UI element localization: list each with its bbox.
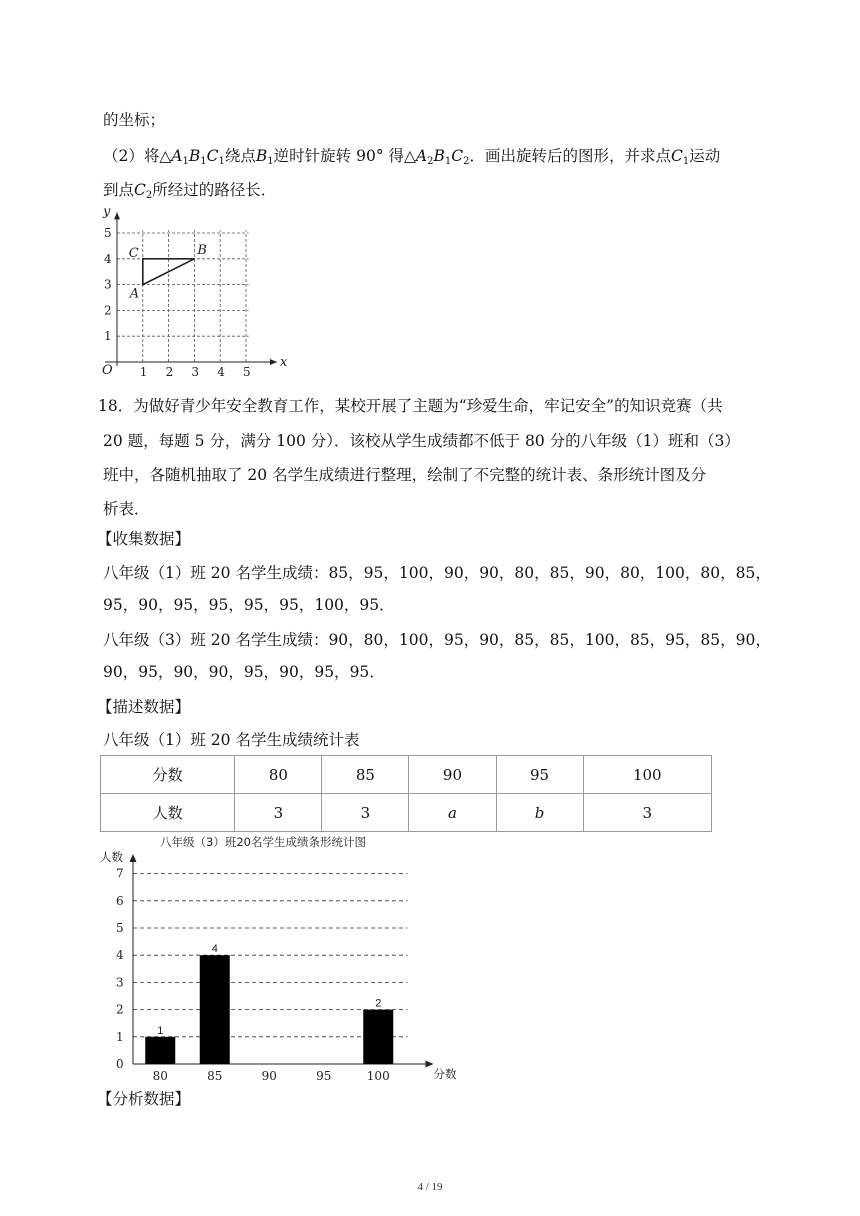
math-sub: 1 xyxy=(267,156,274,167)
text-segment: （2）将△ xyxy=(103,147,172,165)
math-sub: 1 xyxy=(218,156,225,167)
math-sub: 2 xyxy=(145,190,153,201)
y-axis-label: 人数 xyxy=(100,850,123,864)
y-tick-label: 2 xyxy=(104,303,112,318)
text-segment: 的坐标； xyxy=(103,111,166,129)
bar xyxy=(200,955,230,1064)
y-tick-label: 5 xyxy=(104,226,112,240)
text-segment: 90，95，90，90，95，90，95，95． xyxy=(103,663,385,681)
y-tick-label: 3 xyxy=(116,975,124,990)
section-heading: 【收集数据】 xyxy=(97,530,191,548)
y-tick-label: 5 xyxy=(116,921,124,935)
bar-value-label: 1 xyxy=(157,1024,164,1037)
table-cell: 90 xyxy=(409,756,496,794)
table-cell: 3 xyxy=(235,794,322,832)
y-tick-label: 4 xyxy=(104,251,112,266)
x-tick-label: 95 xyxy=(316,1069,332,1083)
point-label-c: C xyxy=(128,245,139,261)
x-axis-arrow xyxy=(426,1061,434,1068)
table-cell: b xyxy=(496,794,583,832)
x-tick-label: 4 xyxy=(217,365,225,379)
text-segment: 班中，各随机抽取了 20 名学生成绩进行整理，绘制了不完整的统计表、条形统计图及分 xyxy=(103,466,707,484)
x-axis-label: 分数 xyxy=(433,1067,457,1081)
bar xyxy=(363,1010,393,1064)
bar-value-label: 2 xyxy=(375,997,382,1010)
page-number: 4 / 19 xyxy=(417,1181,443,1193)
x-tick-label: 2 xyxy=(165,365,174,379)
table-cell: 100 xyxy=(583,756,711,794)
math-sub: 1 xyxy=(444,156,452,167)
math-var: C xyxy=(451,147,464,165)
point-label-a: A xyxy=(129,286,140,302)
text-segment: 逆时针旋转 90° 得△ xyxy=(273,147,416,165)
math-sub: 2 xyxy=(427,156,434,167)
y-tick-label: 2 xyxy=(116,1002,124,1017)
y-tick-label: 7 xyxy=(116,866,124,881)
origin-label: O xyxy=(102,363,113,378)
text-segment: 析表． xyxy=(103,500,150,518)
math-var: C xyxy=(134,181,146,199)
math-var: C xyxy=(671,147,683,165)
x-tick-label: 1 xyxy=(139,365,148,379)
y-axis-label: y xyxy=(103,204,111,220)
math-sub: 1 xyxy=(682,156,690,167)
text-segment: 18．为做好青少年安全教育工作，某校开展了主题为“珍爱生命，牢记安全”的知识竞赛（共 xyxy=(98,397,723,415)
y-tick-label: 4 xyxy=(116,948,124,963)
text-segment: 绕点 xyxy=(224,147,256,165)
section-heading: 【分析数据】 xyxy=(97,1090,191,1108)
table-cell: 95 xyxy=(496,756,583,794)
table-cell: 分数 xyxy=(101,756,235,794)
x-tick-label: 85 xyxy=(207,1069,223,1083)
section-heading: 【描述数据】 xyxy=(97,698,191,716)
text-segment: 到点 xyxy=(103,181,135,199)
math-var: B xyxy=(188,147,201,165)
y-tick-label: 3 xyxy=(104,277,112,292)
table-cell: 人数 xyxy=(101,794,235,832)
table-cell: 85 xyxy=(322,756,409,794)
text-segment: 运动 xyxy=(689,147,721,165)
table-cell: a xyxy=(409,794,496,832)
bar xyxy=(145,1037,175,1064)
x-tick-label: 5 xyxy=(243,365,251,379)
y-axis-arrow xyxy=(130,854,137,862)
text-segment: 八年级（3）班 20 名学生成绩：90，80，100，95，90，85，85，100，85，95，85，90， xyxy=(103,631,771,649)
text-segment: 八年级（1）班 20 名学生成绩：85，95，100，90，90，80，85，90，80，100，80，85， xyxy=(103,564,771,582)
math-var: B xyxy=(255,147,268,165)
text-segment: ．画出旋转后的图形，并求点 xyxy=(469,147,672,165)
bar-value-label: 4 xyxy=(211,943,218,956)
chart-title: 八年级（3）班20名学生成绩条形统计图 xyxy=(160,835,366,849)
math-sub: 1 xyxy=(200,156,207,167)
table-cell: 3 xyxy=(322,794,409,832)
math-sub: 2 xyxy=(463,156,470,167)
y-tick-label: 1 xyxy=(104,329,112,344)
point-label-b: B xyxy=(197,242,207,258)
math-var: A xyxy=(171,147,183,165)
y-tick-label: 6 xyxy=(116,893,124,908)
section-analyze xyxy=(97,1089,190,1109)
y-tick-label: 0 xyxy=(116,1057,124,1071)
x-tick-label: 3 xyxy=(191,365,200,379)
text-segment: 八年级（1）班 20 名学生成绩统计表 xyxy=(103,731,360,749)
y-tick-label: 1 xyxy=(116,1029,124,1044)
x-tick-label: 90 xyxy=(261,1069,277,1083)
math-var: A xyxy=(415,147,428,165)
x-tick-label: 80 xyxy=(152,1069,168,1083)
x-tick-label: 100 xyxy=(366,1069,390,1083)
table-cell: 80 xyxy=(235,756,322,794)
math-var: C xyxy=(206,147,219,165)
text-segment: 20 题，每题 5 分，满分 100 分）．该校从学生成绩都不低于 80 分的八年级（1）班和（3） xyxy=(103,432,740,450)
table-cell: 3 xyxy=(583,794,711,832)
math-var: B xyxy=(433,147,445,165)
text-segment: 所经过的路径长． xyxy=(152,181,277,199)
math-sub: 1 xyxy=(182,156,189,167)
x-axis-label: x xyxy=(279,355,288,370)
text-segment: 95，90，95，95，95，95，100，95． xyxy=(103,596,395,614)
